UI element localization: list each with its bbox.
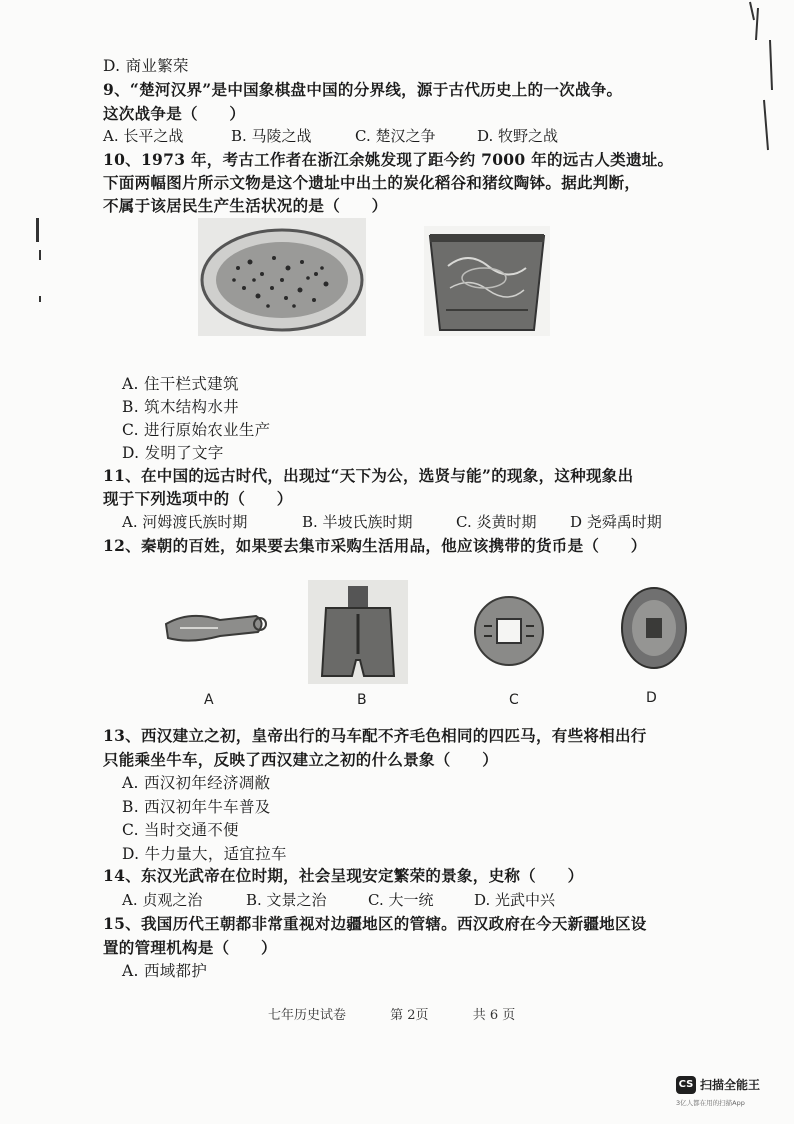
q14-option-b[interactable]: B. 文景之治 (246, 891, 327, 909)
q9-option-d[interactable]: D. 牧野之战 (477, 127, 559, 145)
q11-option-c[interactable]: C. 炎黄时期 (456, 513, 537, 531)
q9-stem-line-2: 这次战争是（ ） (103, 104, 246, 123)
coin-a-knife-money-image (160, 590, 270, 660)
q11-option-d[interactable]: D 尧舜禹时期 (570, 513, 662, 531)
q11-option-b[interactable]: B. 半坡氏族时期 (302, 513, 413, 531)
q15-option-a[interactable]: A. 西域都护 (122, 962, 208, 980)
coin-d-round-coin-image (616, 584, 692, 672)
coin-c-banliang-image (470, 592, 548, 670)
q14-option-d[interactable]: D. 光武中兴 (474, 891, 556, 909)
q9-option-c[interactable]: C. 楚汉之争 (355, 127, 436, 145)
q10-option-d[interactable]: D. 发明了文字 (122, 444, 224, 462)
coin-label-a: A (204, 692, 214, 708)
q10-option-c[interactable]: C. 进行原始农业生产 (122, 421, 271, 439)
carbonized-rice-image (198, 218, 366, 336)
q14-option-a[interactable]: A. 贞观之治 (122, 891, 203, 909)
scan-edge-mark (36, 218, 39, 242)
watermark-brand: 扫描全能王 (700, 1078, 761, 1092)
q10-option-a[interactable]: A. 住干栏式建筑 (122, 375, 239, 393)
q13-option-d[interactable]: D. 牛力量大，适宜拉车 (122, 845, 287, 863)
coin-label-b: B (357, 692, 367, 708)
q9-stem-line-1: 9、“楚河汉界”是中国象棋盘中国的分界线，源于古代历史上的一次战争。 (103, 80, 623, 99)
q9-options (103, 126, 623, 146)
q13-option-b[interactable]: B. 西汉初年牛车普及 (122, 798, 271, 816)
q14-option-c[interactable]: C. 大一统 (368, 891, 434, 909)
q15-stem-line-2: 置的管理机构是（ ） (103, 938, 277, 957)
coin-b-spade-money-image (308, 580, 408, 684)
q11-stem-line-2: 现于下列选项中的（ ） (103, 489, 293, 508)
footer-page: 第 2页 (390, 1008, 429, 1023)
coin-label-d: D (646, 690, 657, 706)
q10-stem-line-2: 下面两幅图片所示文物是这个遗址中出土的炭化稻谷和猪纹陶钵。据此判断， (103, 173, 641, 192)
cs-logo-icon: CS (676, 1076, 696, 1094)
q13-option-a[interactable]: A. 西汉初年经济凋敝 (122, 774, 271, 792)
q13-option-c[interactable]: C. 当时交通不便 (122, 821, 239, 839)
scanner-watermark (676, 1076, 786, 1110)
q8-option-d: D. 商业繁荣 (103, 57, 189, 75)
footer-subject: 七年历史试卷 (268, 1008, 347, 1023)
q14-stem: 14、东汉光武帝在位时期，社会呈现安定繁荣的景象，史称（ ） (103, 866, 584, 885)
q9-option-a[interactable]: A. 长平之战 (103, 127, 184, 145)
q15-stem-line-1: 15、我国历代王朝都非常重视对边疆地区的管辖。西汉政府在今天新疆地区设 (103, 914, 647, 933)
scan-edge-mark (39, 296, 41, 302)
q12-stem: 12、秦朝的百姓，如果要去集市采购生活用品，他应该携带的货币是（ ） (103, 536, 647, 555)
q11-option-a[interactable]: A. 河姆渡氏族时期 (122, 513, 248, 531)
scan-margin-scribble (730, 0, 794, 160)
pig-pattern-pottery-image (424, 226, 550, 336)
q10-option-b[interactable]: B. 筑木结构水井 (122, 398, 239, 416)
q13-stem-line-2: 只能乘坐牛车，反映了西汉建立之初的什么景象（ ） (103, 750, 499, 769)
watermark-tagline: 3亿人都在用的扫描App (676, 1099, 745, 1107)
q13-stem-line-1: 13、西汉建立之初，皇帝出行的马车配不齐毛色相同的四匹马，有些将相出行 (103, 726, 647, 745)
q11-options (122, 512, 702, 532)
q9-option-b[interactable]: B. 马陵之战 (231, 127, 312, 145)
page-footer (268, 1004, 555, 1023)
q10-stem-line-3: 不属于该居民生产生活状况的是（ ） (103, 196, 388, 215)
q10-stem-line-1: 10、1973 年，考古工作者在浙江余姚发现了距今约 7000 年的远古人类遗址。 (103, 150, 674, 169)
q11-stem-line-1: 11、在中国的远古时代，出现过“天下为公，选贤与能”的现象，这种现象出 (103, 466, 634, 485)
coin-label-c: C (509, 692, 519, 708)
scan-edge-mark (39, 250, 41, 260)
footer-total: 共 6 页 (472, 1008, 516, 1023)
q14-options (122, 890, 622, 910)
